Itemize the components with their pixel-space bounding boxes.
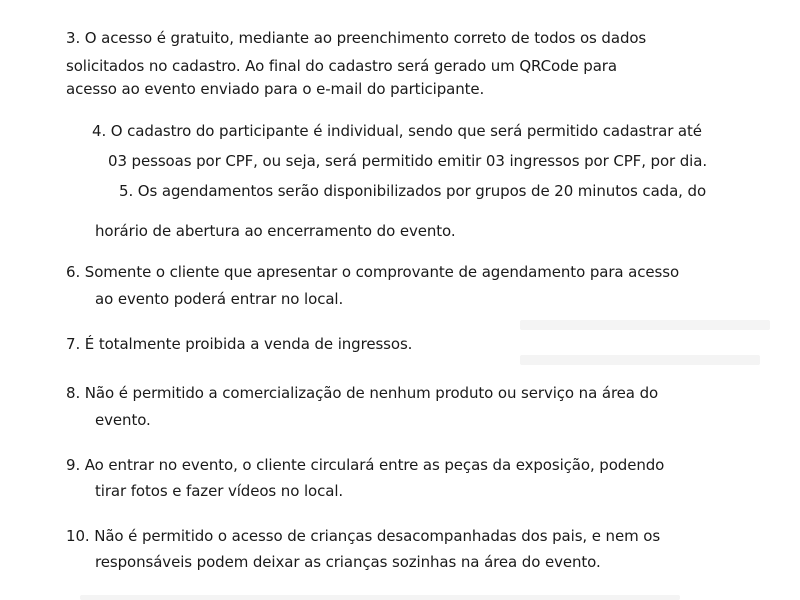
clause-3-line-2: solicitados no cadastro. Ao final do cadastro será gerado um QRCode para: [66, 57, 617, 75]
clause-8-line-1: 8. Não é permitido a comercialização de nenhum produto ou serviço na área do: [66, 384, 659, 402]
scan-artifact: [520, 355, 760, 365]
clause-8-line-2: evento.: [95, 411, 151, 429]
clause-10-line-1: 10. Não é permitido o acesso de crianças desacompanhadas dos pais, e nem os: [66, 527, 661, 545]
clause-4-line-1: 4. O cadastro do participante é individual, sendo que será permitido cadastrar até: [92, 122, 702, 140]
clause-3-line-1: 3. O acesso é gratuito, mediante ao preenchimento correto de todos os dados: [66, 29, 647, 47]
clause-4-line-2: 03 pessoas por CPF, ou seja, será permitido emitir 03 ingressos por CPF, por dia.: [108, 152, 708, 170]
clause-9-line-1: 9. Ao entrar no evento, o cliente circulará entre as peças da exposição, podendo: [66, 456, 665, 474]
clause-5-line-2: horário de abertura ao encerramento do evento.: [95, 222, 456, 240]
clause-7-line-1: 7. É totalmente proibida a venda de ingressos.: [66, 335, 413, 353]
clause-6-line-2: ao evento poderá entrar no local.: [95, 290, 344, 308]
scan-artifact: [520, 320, 770, 330]
scan-artifact: [80, 595, 680, 600]
clause-5-line-1: 5. Os agendamentos serão disponibilizados por grupos de 20 minutos cada, do: [119, 182, 707, 200]
clause-3-line-3: acesso ao evento enviado para o e-mail do participante.: [66, 80, 485, 98]
clause-10-line-2: responsáveis podem deixar as crianças sozinhas na área do evento.: [95, 553, 601, 571]
clause-6-line-1: 6. Somente o cliente que apresentar o comprovante de agendamento para acesso: [66, 263, 680, 281]
clause-9-line-2: tirar fotos e fazer vídeos no local.: [95, 482, 344, 500]
